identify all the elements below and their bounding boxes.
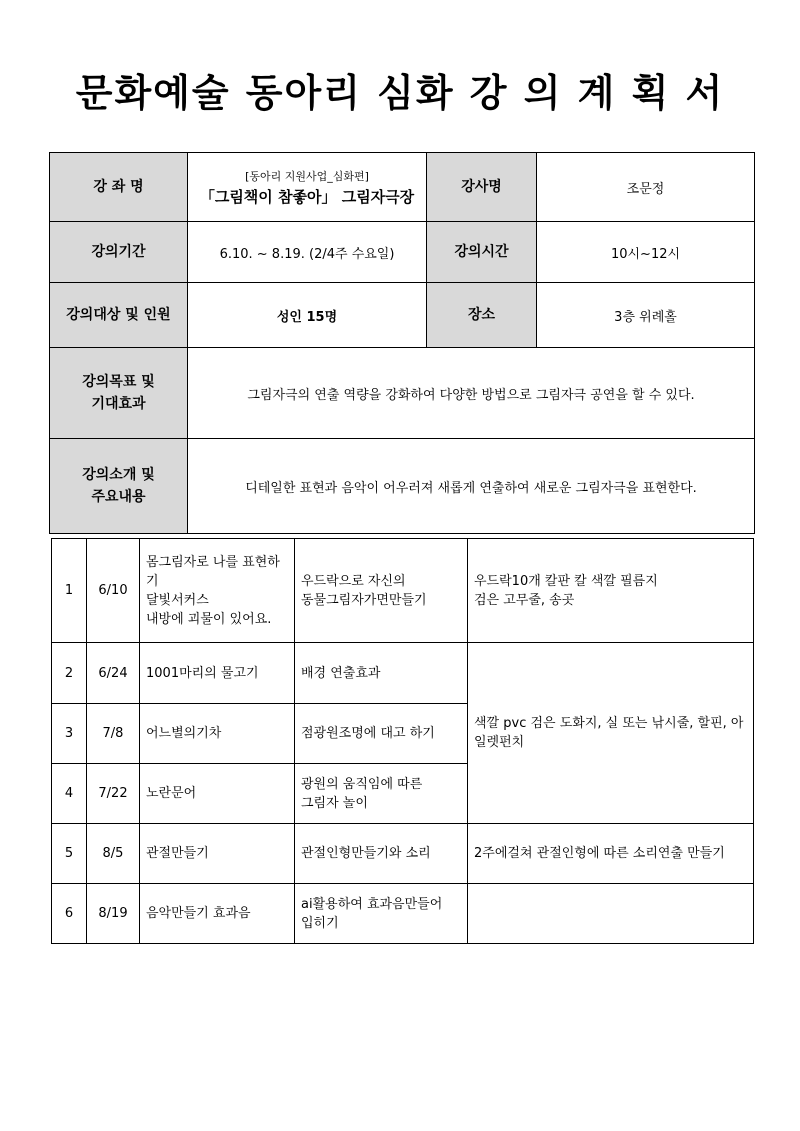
instructor-label: 강사명 [427,153,537,222]
intro-label [50,439,188,534]
session-topic [140,884,295,944]
activity-line: 입히기 [301,915,339,931]
activity-line: 광원의 움직임에 따른 [301,776,423,792]
session-number: 1 [52,539,87,643]
session-date: 7/22 [87,764,140,824]
topic-line: 1001마리의 물고기 [146,665,259,681]
time-value: 10시~12시 [537,222,755,283]
course-info-table [49,152,755,534]
session-activity [295,824,468,884]
session-materials [468,824,754,884]
materials-line: 색깔 pvc 검은 도화지, 실 또는 낚시줄, 할핀, 아일렛펀치 [474,716,744,750]
session-date: 8/19 [87,884,140,944]
materials-line: 우드락10개 칼판 칼 색깔 필름지 [474,573,658,589]
activity-line: 배경 연출효과 [301,665,381,681]
topic-line: 음악만들기 효과음 [146,906,251,921]
session-activity [295,539,468,643]
place-value: 3층 위례홀 [537,283,755,348]
course-name-cell [188,153,427,222]
materials-line: 2주에걸쳐 관절인형에 따른 소리연출 만들기 [474,846,725,861]
session-topic [140,643,295,704]
session-materials [468,539,754,643]
activity-line: ai활용하여 효과음만들어 [301,896,443,912]
page-title: 문화예술 동아리 심화 강 의 계 획 서 [75,71,725,115]
session-activity [295,704,468,764]
session-number: 5 [52,824,87,884]
target-value: 성인 15명 [188,283,427,348]
topic-line: 노란문어 [146,786,197,801]
session-number: 4 [52,764,87,824]
shared-materials [468,643,754,824]
session-activity [295,884,468,944]
session-activity [295,764,468,824]
intro-value: 디테일한 표현과 음악이 어우러져 새롭게 연출하여 새로운 그림자극을 표현한다. [188,439,755,534]
activity-line: 점광원조명에 대고 하기 [301,726,435,741]
goal-label-line-1: 강의목표 및 [82,374,155,390]
activity-line: 동물그림자가면만들기 [301,592,427,608]
session-materials [468,884,754,944]
schedule-table [51,538,754,944]
period-label: 강의기간 [50,222,188,283]
activity-line: 우드락으로 자신의 [301,573,406,589]
goal-label-line-2: 기대효과 [91,396,146,412]
table-row [52,643,754,704]
intro-label-line-1: 강의소개 및 [82,467,155,483]
target-label: 강의대상 및 인원 [50,283,188,348]
session-date: 8/5 [87,824,140,884]
place-label: 장소 [427,283,537,348]
schedule-body [52,539,754,944]
session-topic [140,824,295,884]
topic-line: 달빛서커스 [146,592,209,608]
course-name: 「그림책이 참좋아」 그림자극장 [199,187,415,206]
instructor-value: 조문정 [537,153,755,222]
period-value: 6.10. ~ 8.19. (2/4주 수요일) [188,222,427,283]
table-row [52,539,754,643]
goal-label [50,348,188,439]
session-number: 6 [52,884,87,944]
table-row [52,824,754,884]
goal-value: 그림자극의 연출 역량을 강화하여 다양한 방법으로 그림자극 공연을 할 수 있다. [188,348,755,439]
course-name-label: 강 좌 명 [50,153,188,222]
topic-line: 내방에 괴물이 있어요. [146,611,272,627]
course-subtitle: [동아리 지원사업_심화편] [245,169,369,183]
session-date: 7/8 [87,704,140,764]
session-activity [295,643,468,704]
activity-line: 관절인형만들기와 소리 [301,846,431,861]
intro-label-line-2: 주요내용 [91,489,146,505]
session-date: 6/24 [87,643,140,704]
session-topic [140,764,295,824]
time-label: 강의시간 [427,222,537,283]
table-row [52,884,754,944]
topic-line: 몸그림자로 나를 표현하기 [146,554,280,589]
session-topic [140,704,295,764]
topic-line: 어느별의기차 [146,726,222,741]
topic-line: 관절만들기 [146,846,209,861]
session-date: 6/10 [87,539,140,643]
session-number: 3 [52,704,87,764]
materials-line: 검은 고무줄, 송곳 [474,592,575,608]
session-number: 2 [52,643,87,704]
activity-line: 그림자 놀이 [301,795,368,811]
session-topic [140,539,295,643]
